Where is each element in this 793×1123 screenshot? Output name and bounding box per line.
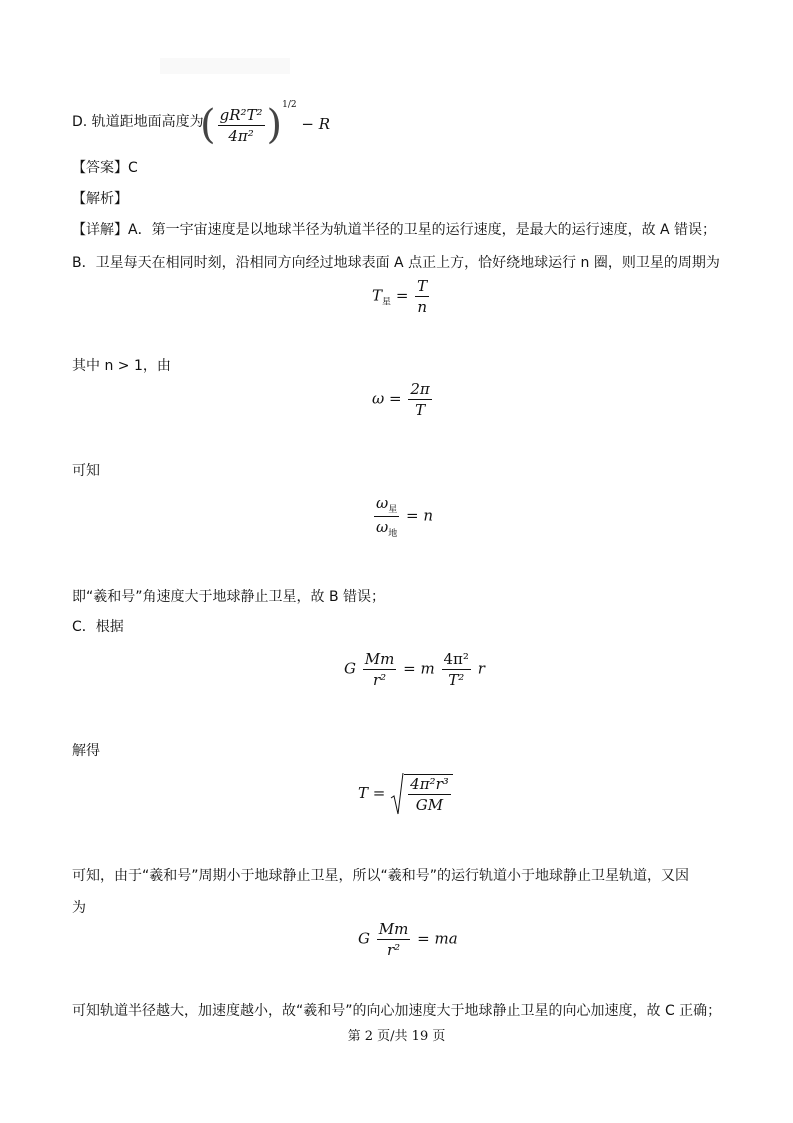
right-paren: ) bbox=[266, 102, 283, 148]
eq5-num: 4π²r³ bbox=[410, 775, 449, 793]
eq5-fraction bbox=[408, 775, 451, 814]
eq5-den: GM bbox=[415, 796, 444, 814]
paragraph-b-conclusion: 即“羲和号”角速度大于地球静止卫星，故 B 错误； bbox=[72, 589, 386, 605]
equation-period-sqrt bbox=[358, 772, 453, 816]
paragraph-c: C．根据 bbox=[72, 619, 124, 635]
eq2-fraction bbox=[408, 380, 431, 419]
equation-omega-ratio bbox=[372, 494, 433, 539]
eq1-num: T bbox=[417, 277, 428, 295]
option-d-denominator: 4π² bbox=[228, 126, 254, 145]
paragraph-c-conclusion: 可知轨道半径越大，加速度越小，故“羲和号”的向心加速度大于地球静止卫星的向心加速度，故 C 正确； bbox=[72, 1003, 722, 1019]
eq5-radicand bbox=[404, 774, 453, 814]
option-d-tail: − R bbox=[301, 115, 331, 133]
eq3-fraction bbox=[374, 494, 399, 539]
option-d-text: D. 轨道距地面高度为 bbox=[72, 114, 204, 130]
paragraph-n: 其中 n > 1，由 bbox=[72, 358, 171, 374]
eq2-num: 2π bbox=[410, 380, 430, 398]
equation-acceleration bbox=[358, 920, 458, 959]
left-paren: ( bbox=[200, 102, 216, 148]
paragraph-orbit-a: 可知，由于“羲和号”周期小于地球静止卫星，所以“羲和号”的运行轨道小于地球静止卫星轨道，又因 bbox=[72, 868, 690, 884]
eq1-lhs: T bbox=[372, 286, 383, 305]
eq4-r: r bbox=[477, 659, 485, 678]
eq2-equals: = bbox=[389, 389, 402, 408]
eq1-equals: = bbox=[395, 286, 409, 305]
analysis-label: 【解析】 bbox=[72, 191, 128, 207]
paragraph-b: B．卫星每天在相同时刻，沿相同方向经过地球表面 A 点正上方，恰好绕地球运行 n 圈，则卫星的周期为 bbox=[72, 255, 720, 271]
eq3-den: ω bbox=[376, 518, 389, 536]
eq6-num: Mm bbox=[378, 920, 409, 938]
eq3-equals: = bbox=[406, 506, 419, 525]
page-footer: 第 2 页/共 19 页 bbox=[347, 1029, 446, 1044]
eq2-den: T bbox=[415, 401, 426, 419]
option-d-fraction bbox=[218, 106, 265, 145]
paragraph-kezhi: 可知 bbox=[72, 463, 100, 479]
eq4-m: m bbox=[420, 659, 435, 678]
eq5-equals: = bbox=[372, 784, 386, 802]
option-d-numerator: gR²T² bbox=[219, 105, 263, 124]
eq4-num1: Mm bbox=[364, 650, 395, 668]
eq1-lhs-sub: 星 bbox=[382, 297, 392, 308]
answer-line: 【答案】C bbox=[72, 160, 138, 176]
eq6-equals: = bbox=[417, 929, 430, 948]
eq6-rhs: ma bbox=[434, 929, 458, 948]
eq4-fraction-1 bbox=[363, 650, 397, 689]
eq4-den2: T² bbox=[448, 671, 465, 689]
eq3-num-sub: 星 bbox=[388, 505, 398, 515]
eq1-den: n bbox=[417, 298, 428, 316]
sqrt-icon bbox=[390, 772, 404, 816]
eq3-den-wrap bbox=[374, 517, 399, 539]
eq4-equals: = bbox=[403, 659, 416, 678]
eq3-num-wrap bbox=[374, 494, 399, 517]
eq4-den1: r² bbox=[372, 671, 387, 689]
eq2-lhs: ω bbox=[372, 389, 385, 408]
eq3-rhs: n bbox=[423, 506, 434, 525]
eq6-g: G bbox=[358, 929, 370, 948]
equation-omega bbox=[372, 380, 434, 419]
paragraph-solve: 解得 bbox=[72, 743, 100, 759]
eq4-num2: 4π² bbox=[443, 650, 469, 668]
equation-period bbox=[372, 277, 431, 316]
eq4-fraction-2 bbox=[442, 650, 471, 689]
eq4-g: G bbox=[344, 659, 356, 678]
eq1-fraction bbox=[415, 277, 429, 316]
equation-gravity bbox=[344, 650, 485, 689]
paragraph-orbit-b: 为 bbox=[72, 900, 86, 916]
eq5-lhs: T bbox=[358, 784, 369, 802]
option-d-exponent: 1/2 bbox=[282, 100, 297, 110]
scan-residue bbox=[160, 58, 290, 74]
eq3-den-sub: 地 bbox=[388, 529, 398, 539]
option-d-line bbox=[72, 112, 204, 132]
eq6-fraction bbox=[377, 920, 411, 959]
eq6-den: r² bbox=[386, 941, 401, 959]
eq3-num: ω bbox=[376, 494, 389, 512]
option-d-formula bbox=[200, 100, 331, 148]
paragraph-a: 【详解】A．第一宇宙速度是以地球半径为轨道半径的卫星的运行速度，是最大的运行速度，故 A 错误； bbox=[72, 222, 717, 238]
